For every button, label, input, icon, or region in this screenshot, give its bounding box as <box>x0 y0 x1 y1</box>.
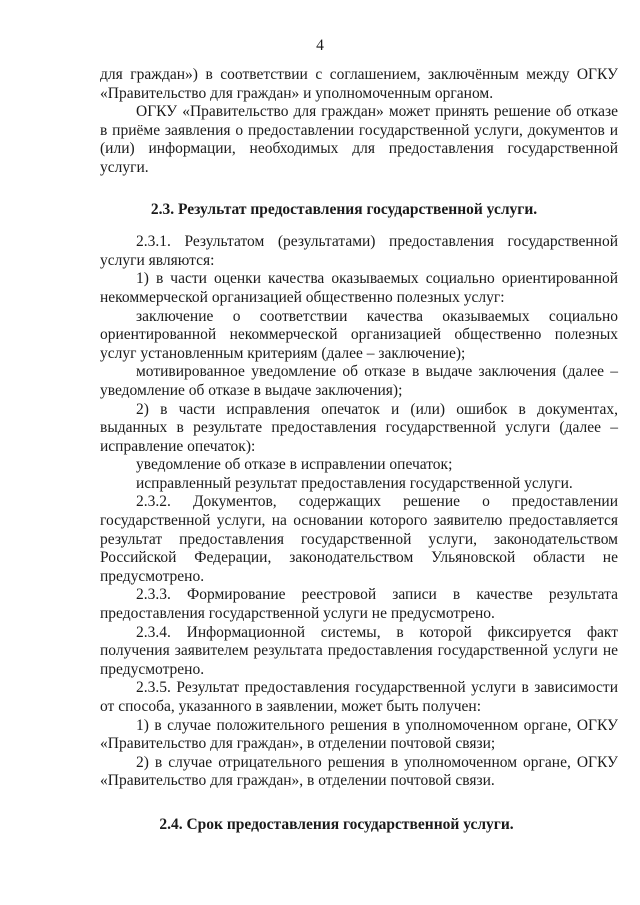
clause-2-3-5: 2.3.5. Результат предоставления государственной услуги в зависимости от способа, указанного в заявлении, может быть получен: <box>100 679 618 715</box>
clause-2-3-2: 2.3.2. Документов, содержащих решение о предоставлении государственной услуги, на основании которого заявителю предоставляется результат предоставления государственной услуги, законодательством Российской Федерации, законодательством Ульяновской области не предусмотрено. <box>100 493 618 585</box>
list-item: 2) в случае отрицательного решения в уполномоченном органе, ОГКУ «Правительство для граждан», в отделении почтовой связи. <box>100 753 618 790</box>
section-heading-2-4: 2.4. Срок предоставления государственной услуги. <box>159 815 514 833</box>
list-item: исправленный результат предоставления государственной услуги. <box>136 474 573 492</box>
list-item: мотивированное уведомление об отказе в выдаче заключения (далее – уведомление об отказе в выдаче заключения); <box>100 363 618 399</box>
clause-2-3-1: 2.3.1. Результатом (результатами) предоставления государственной услуги являются: <box>100 233 618 269</box>
paragraph: ОГКУ «Правительство для граждан» может принять решение об отказе в приёме заявления о предоставлении государственной услуги, документов и (или) информации, необходимых для предоставления государственной услуги. <box>100 103 618 176</box>
paragraph: для граждан») в соответствии с соглашением, заключённым между ОГКУ «Правительство для граждан» и уполномоченным органом. <box>100 66 618 102</box>
list-item: заключение о соответствии качества оказываемых социально ориентированной некоммерческой организацией общественно полезных услуг установленным критериям (далее – заключение); <box>100 307 618 362</box>
list-item: 1) в части оценки качества оказываемых социально ориентированной некоммерческой организацией общественно полезных услуг: <box>100 270 618 306</box>
page-number: 4 <box>316 37 324 54</box>
section-heading-2-3: 2.3. Результат предоставления государственной услуги. <box>150 200 538 218</box>
clause-2-3-3: 2.3.3. Формирование реестровой записи в качестве результата предоставления государственной услуги не предусмотрено. <box>100 586 618 623</box>
list-item: уведомление об отказе в исправлении опечаток; <box>136 456 453 474</box>
document-body <box>100 66 618 835</box>
clause-2-3-4: 2.3.4. Информационной системы, в которой фиксируется факт получения заявителем результата предоставления государственной услуги не предусмотрено. <box>100 623 618 678</box>
list-item: 2) в части исправления опечаток и (или) ошибок в документах, выданных в результате предоставления государственной услуги (далее – исправление опечаток): <box>100 400 618 455</box>
list-item: 1) в случае положительного решения в уполномоченном органе, ОГКУ «Правительство для граждан», в отделении почтовой связи; <box>100 716 618 753</box>
